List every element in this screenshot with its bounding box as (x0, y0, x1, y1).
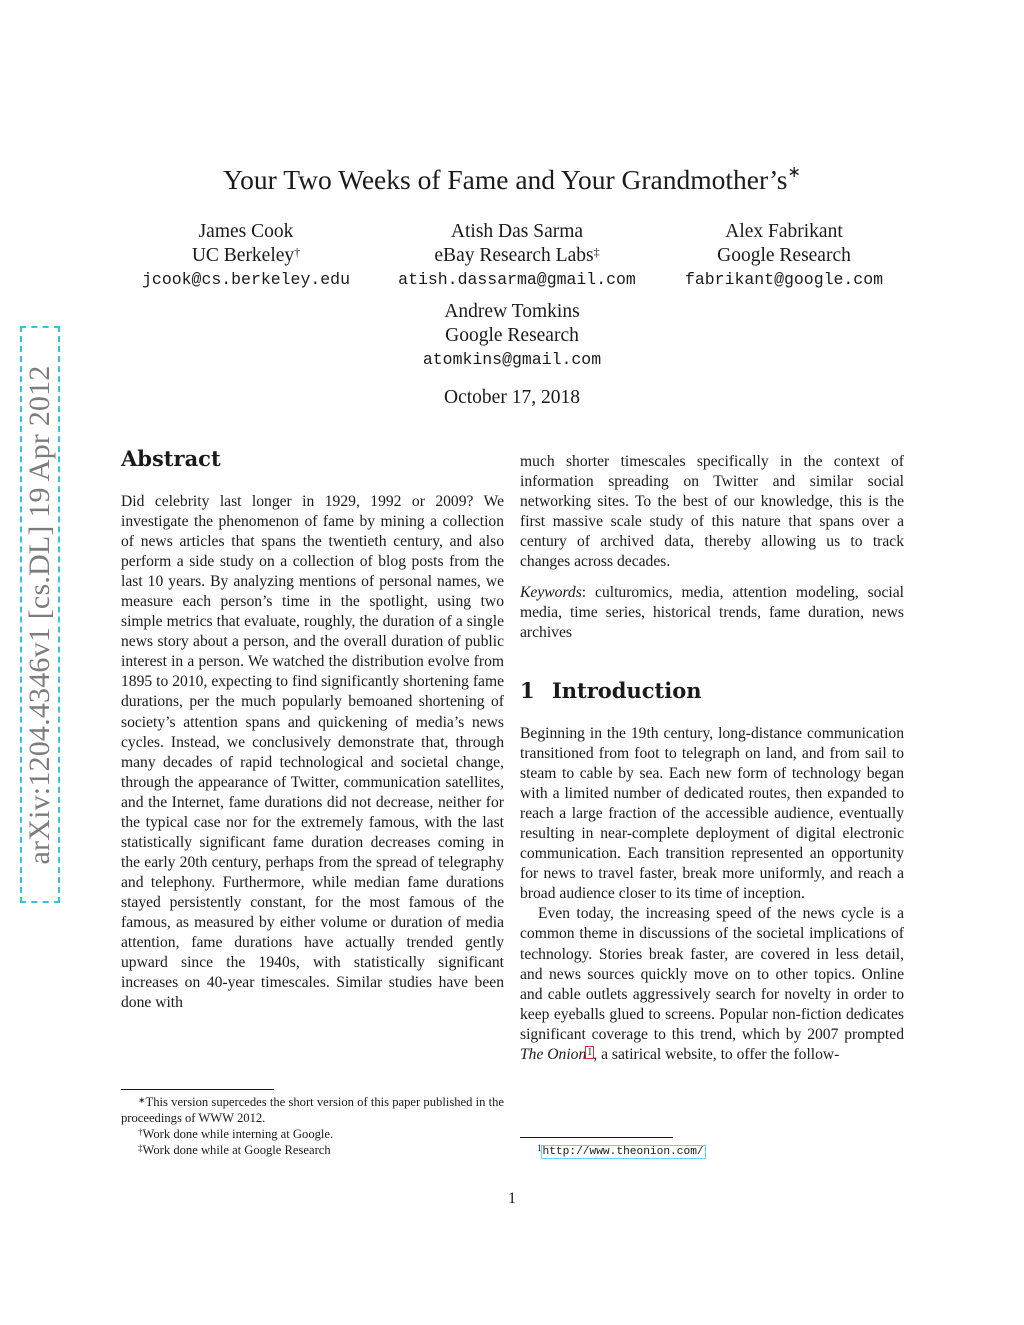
arxiv-id: arXiv:1204.4346v1 [cs.DL] 19 Apr 2012 (23, 364, 56, 865)
keywords-label: Keywords (520, 584, 582, 601)
author-block (392, 300, 632, 372)
title-text: Your Two Weeks of Fame and Your Grandmother’s (223, 164, 788, 195)
author-name: Atish Das Sarma (450, 221, 584, 242)
footnote: †Work done while interning at Google. (138, 1127, 334, 1141)
section-title: Introduction (551, 678, 702, 703)
abstract-paragraph-continued: much shorter timescales specifically in the context of information spreading on Twitter and similar social networking sites. To the best of our knowledge, this is the first massive scale study of this nature that spans over a century of archived data, thereby allowing us to track changes across decades. (520, 453, 904, 571)
intro-paragraph: Beginning in the 19th century, long-distance communication transitioned from foot to telegraph on land, and from sail to steam to cable by sea. Each new form of technology began with a limited number of dedicated routes, then expanded to reach a large fraction of the accessible audience, eventually resulting in near-complete deployment of digital electronic communication. Each transition represented an opportunity for news to travel faster, break more uniformly, and reach a broad audience closer to its time of inception. (520, 725, 904, 903)
publication-name: The Onion (520, 1045, 587, 1063)
introduction-body (520, 724, 904, 1065)
title-footnote-mark: ∗ (787, 164, 801, 181)
footnote: ‡Work done while at Google Research (138, 1143, 331, 1157)
footnote-right (537, 1142, 897, 1160)
arxiv-stamp[interactable] (20, 326, 60, 903)
author-name: Andrew Tomkins (444, 301, 580, 322)
author-block (670, 220, 898, 292)
section-heading (520, 678, 702, 703)
paper-title (0, 164, 1024, 196)
keywords (520, 583, 904, 643)
intro-paragraph: Even today, the increasing speed of the news cycle is a common theme in discussions of the societal implications of technology. Stories break faster, are covered in less detail, and news sources quickly move on to other topics. Online and cable outlets aggressively search for novelty in order to keep eyeballs glued to screens. Popular non-fiction dedicates significant coverage to this trend, which by 2007 prompted The Onion$^1$, a satirical website, to offer the follow- (520, 905, 904, 1063)
abstract-continuation (520, 452, 904, 572)
footnote-divider (121, 1089, 274, 1090)
author-affiliation: Google Research (717, 245, 851, 266)
author-name: James Cook (198, 221, 294, 242)
author-affiliation: Google Research (445, 325, 579, 346)
paper-date: October 17, 2018 (444, 387, 580, 408)
footnote-url-link[interactable]: http://www.theonion.com/ (542, 1146, 704, 1158)
footnote: ∗This version supercedes the short version of this paper published in the proceedings of WWW 2012. (121, 1095, 504, 1125)
section-number: 1 (520, 678, 535, 703)
keywords-list: : culturomics, media, attention modeling, social media, time series, historical trends, fame duration, news archives (520, 584, 904, 642)
author-email: fabrikant@google.com (684, 270, 884, 289)
author-block (382, 220, 652, 292)
abstract-body (121, 492, 504, 1013)
author-name: Alex Fabrikant (725, 221, 843, 242)
footnote-divider (520, 1137, 673, 1138)
author-affiliation: UC Berkeley† (191, 245, 301, 266)
footnote-link[interactable]: 1 (587, 1046, 593, 1058)
author-email: atish.dassarma@gmail.com (398, 270, 636, 289)
footnotes-left (121, 1094, 504, 1158)
author-affiliation: eBay Research Labs‡ (434, 245, 600, 266)
page-number: 1 (508, 1190, 516, 1207)
author-email: jcook@cs.berkeley.edu (142, 270, 350, 289)
author-email: atomkins@gmail.com (422, 350, 602, 369)
footnote-mark: 1 (537, 1143, 542, 1153)
abstract-heading: Abstract (121, 446, 221, 471)
author-block (126, 220, 366, 292)
abstract-paragraph: Did celebrity last longer in 1929, 1992 or 2009? We investigate the phenomenon of fame by mining a collection of news articles that spans the twentieth century, and also perform a side study on a collection of blog posts from the last 10 years. By analyzing mentions of personal names, we measure each person’s time in the spotlight, using two simple metrics that evaluate, roughly, the duration of a single news story about a person, and the overall duration of public interest in a person. We watched the distribution evolve from 1895 to 2010, expecting to find significantly shortening fame durations, per the much popularly bemoaned shortening of society’s attention spans and quickening of media’s news cycles. Instead, we conclusively demonstrate that, through many decades of rapid technological and societal change, through the appearance of Twitter, communication satellites, and the Internet, fame durations did not decrease, neither for the typical case nor for the extremely famous, with the last statistically significant fame duration decreases coming in the early 20th century, perhaps from the spread of telegraphy and telephony. Furthermore, while median fame durations stayed persistently constant, for the most famous of the famous, as measured by either volume or duration of media attention, fame durations have actually trended gently upward since the 1940s, with statistically significant increases on 40-year timescales. Similar studies have been done with (121, 493, 504, 1012)
